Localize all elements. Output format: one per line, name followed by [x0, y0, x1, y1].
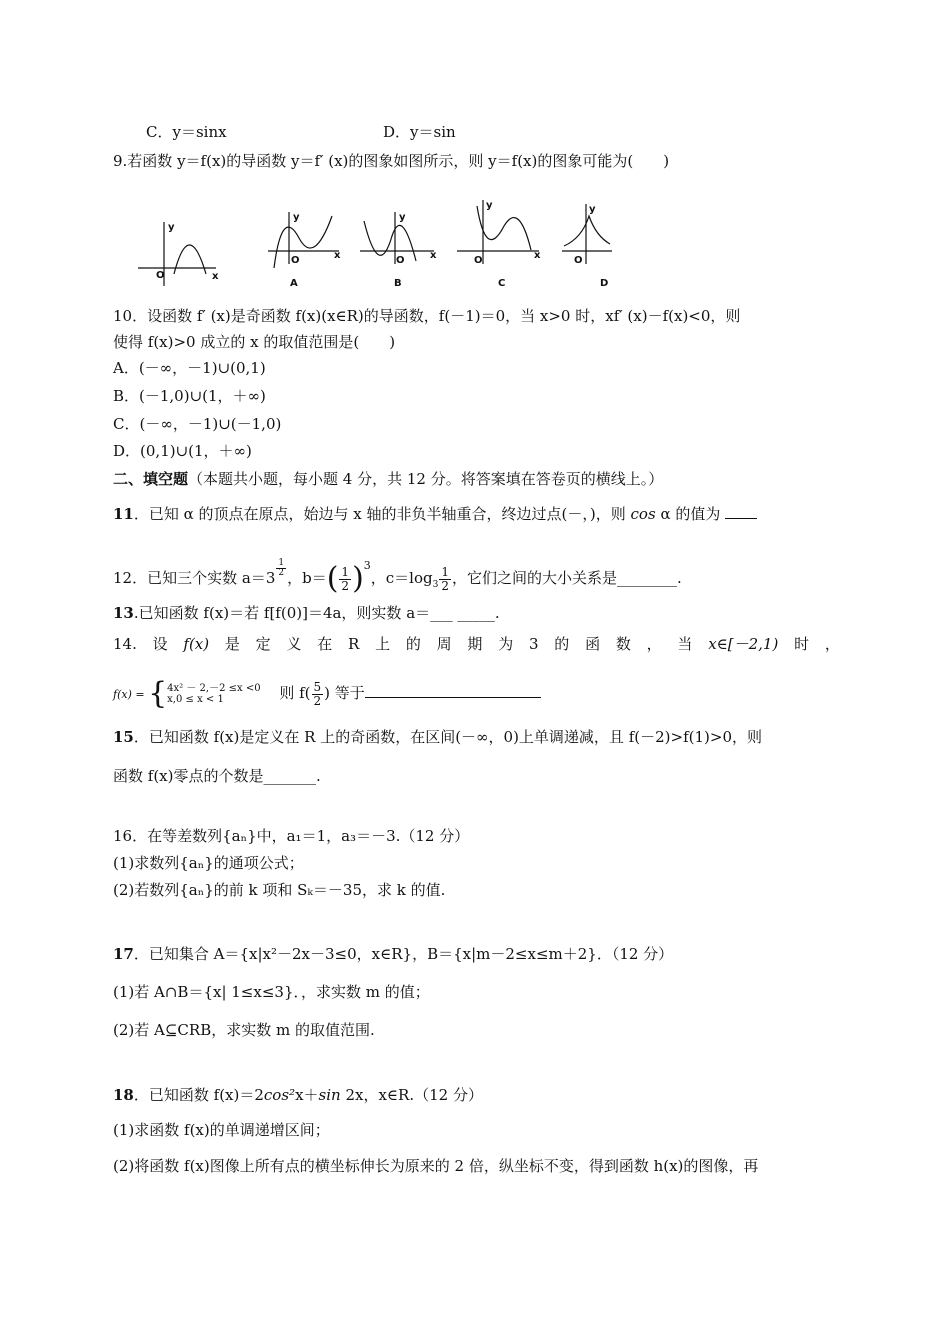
- q11-blank[interactable]: [725, 504, 757, 519]
- q13: [113, 603, 500, 623]
- q13-num: 13: [113, 604, 134, 622]
- q17-line2: (1)若 A∩B＝{x| 1≤x≤3}．，求实数 m 的值；: [113, 983, 430, 1001]
- q11: [113, 504, 757, 524]
- svg-text:x: x: [334, 250, 341, 261]
- svg-text:O: O: [291, 255, 300, 266]
- q16-line2: (1)求数列{aₙ}的通项公式；: [113, 854, 304, 872]
- q18-cos: cos²: [263, 1086, 296, 1104]
- svg-text:y: y: [589, 204, 596, 215]
- q10-option-a: A．(－∞，－1)∪(0,1): [113, 359, 266, 377]
- q14-word: 上: [375, 635, 391, 653]
- q18-line3: (2)将函数 f(x)图像上所有点的横坐标伸长为原来的 2 倍，纵坐标不变，得到函数 h(x)的图像，再: [113, 1157, 759, 1175]
- graph-axis-x: x: [212, 271, 219, 282]
- q10-line1: 10．设函数 f′ (x)是奇函数 f(x)(x∈R)的导函数，f(－1)＝0，当 x>0 时，xf′ (x)－f(x)<0，则: [113, 307, 741, 325]
- q14-word: 时: [794, 635, 810, 653]
- q12-tail: ，它们之间的大小关系是________.: [452, 569, 682, 587]
- q12-b-pre: ，b＝: [287, 569, 327, 587]
- q14-word: 数: [615, 635, 631, 653]
- section2-heading: [113, 469, 663, 489]
- q18-sin: sin: [318, 1086, 341, 1104]
- q12-c-pre: ，c＝log: [370, 569, 433, 587]
- q15-line1: [113, 727, 762, 747]
- graph-label-a: A: [290, 278, 298, 289]
- q14-word: 周: [436, 635, 452, 653]
- q14-frac: $\frac{5}{2}$: [313, 679, 322, 708]
- q14-word: x∈[－2,1): [708, 635, 779, 653]
- q16-line3: (2)若数列{aₙ}的前 k 项和 Sₖ＝－35，求 k 的值.: [113, 881, 446, 899]
- q16-line1: 16．在等差数列{aₙ}中，a₁＝1，a₃＝－3.（12 分）: [113, 827, 470, 845]
- q15-num: 15: [113, 728, 134, 746]
- q14-word: 为: [498, 635, 514, 653]
- q14-piecewise: 4x² － 2,－2 ≤x <0 x,0 ≤ x < 1: [167, 683, 261, 705]
- q15-line2: 函数 f(x)零点的个数是_______.: [113, 767, 321, 785]
- q14-word: 14.: [113, 635, 137, 653]
- q14-word: 定: [255, 635, 271, 653]
- q14-word: 的: [405, 635, 421, 653]
- q18-num: 18: [113, 1086, 134, 1104]
- svg-text:y: y: [486, 200, 493, 211]
- svg-text:x: x: [534, 250, 541, 261]
- q12-a-exp: $\frac{1}{2}$: [278, 558, 285, 578]
- q9-text: 9.若函数 y＝f(x)的导函数 y＝f′ (x)的图象如图所示，则 y＝f(x)的图象可能为( ): [113, 152, 670, 170]
- q15-text: ．已知函数 f(x)是定义在 R 上的奇函数，在区间(－∞，0)上单调递减，且 f(－2)>f(1)>0，则: [133, 728, 762, 746]
- q14-line2: f(x) = { 4x² － 2,－2 ≤x <0 x,0 ≤ x < 1 则 f( $\frac{5}{2}$ ) 等于: [113, 676, 541, 712]
- q14-word: 3: [528, 635, 539, 653]
- q14-word: 是: [224, 635, 240, 653]
- graph-axis-y: y: [168, 222, 175, 233]
- q12-b-exp: 3: [363, 559, 371, 572]
- q14-line1: [113, 634, 840, 654]
- q13-text: .已知函数 f(x)＝若 f[f(0)]＝4a，则实数 a＝___ _____.: [133, 604, 500, 622]
- q8-option-c: C．y＝sinx: [146, 123, 227, 141]
- q14-word: R: [348, 635, 360, 653]
- graph-origin: O: [156, 270, 165, 281]
- q10-option-b: B．(－1,0)∪(1，＋∞): [113, 387, 266, 405]
- graph-label-b: B: [394, 278, 402, 289]
- q14-word: 设: [152, 635, 168, 653]
- svg-text:x: x: [430, 250, 437, 261]
- svg-text:O: O: [396, 255, 405, 266]
- q14-word: 函: [585, 635, 601, 653]
- q18-line2: (1)求函数 f(x)的单调递增区间；: [113, 1121, 330, 1139]
- q12-pre: ．已知三个实数 a＝: [132, 569, 266, 587]
- q17-line1: [113, 944, 673, 964]
- q12-num: 12: [113, 569, 133, 587]
- graph-label-c: C: [498, 278, 506, 289]
- q17-line3: (2)若 A⊆CRB，求实数 m 的取值范围.: [113, 1021, 375, 1039]
- q14-word: 的: [554, 635, 570, 653]
- q12-a-base: 3: [265, 569, 276, 587]
- section2-desc: （本题共小题，每小题 4 分，共 12 分。将答案填在答卷页的横线上。）: [188, 470, 664, 488]
- q11-tail: α 的值为: [655, 505, 721, 523]
- q14-then: 则 f(: [279, 684, 311, 702]
- q12-c-frac: $\frac{1}{2}$: [441, 564, 449, 593]
- q14-blank[interactable]: [365, 683, 541, 698]
- q10-option-d: D．(0,1)∪(1，＋∞): [113, 442, 252, 460]
- q12: 12．已知三个实数 a＝3 $\frac{1}{2}$ ，b＝( $\frac{1}{2}$ )$^3$，$c=\log_3$ $\frac{1}{2}$ ，它们之间的大小关系是________.: [113, 558, 682, 596]
- q14-word: 当: [677, 635, 693, 653]
- q11-cos: cos: [630, 505, 656, 523]
- q12-c-sub: 3: [432, 580, 439, 590]
- svg-text:y: y: [399, 212, 406, 223]
- svg-text:O: O: [474, 255, 483, 266]
- q11-text: ．已知 α 的顶点在原点，始边与 x 轴的非负半轴重合，终边过点(－，)，则: [133, 505, 626, 523]
- q10-option-c: C．(－∞，－1)∪(－1,0): [113, 415, 282, 433]
- q14-word: 期: [467, 635, 483, 653]
- graph-label-d: D: [600, 278, 609, 289]
- q14-word: ，: [824, 635, 840, 653]
- q14-word: f(x): [183, 635, 210, 653]
- q9-graphs: [134, 196, 614, 292]
- q17-num: 17: [113, 945, 134, 963]
- q14-word: ，: [646, 635, 662, 653]
- svg-text:y: y: [293, 212, 300, 223]
- q12-b-frac: $\frac{1}{2}$: [341, 564, 350, 593]
- q14-word: 在: [317, 635, 333, 653]
- q8-option-d: D．y＝sin: [383, 123, 456, 141]
- q11-num: 11: [113, 505, 134, 523]
- q17-text: ．已知集合 A＝{x|x²－2x－3≤0，x∈R}，B＝{x|m－2≤x≤m＋2}．（12 分）: [133, 945, 674, 963]
- section2-title: 二、填空题: [113, 470, 189, 488]
- svg-text:O: O: [574, 255, 583, 266]
- q14-tail: ) 等于: [324, 684, 365, 702]
- q18-line1: 18．已知函数 f(x)＝2cos²x＋sin 2x，x∈R.（12 分）: [113, 1086, 483, 1104]
- q14-fx: f(x) =: [113, 688, 149, 701]
- q14-word: 义: [286, 635, 302, 653]
- q10-line2: 使得 f(x)>0 成立的 x 的取值范围是( ): [113, 333, 396, 351]
